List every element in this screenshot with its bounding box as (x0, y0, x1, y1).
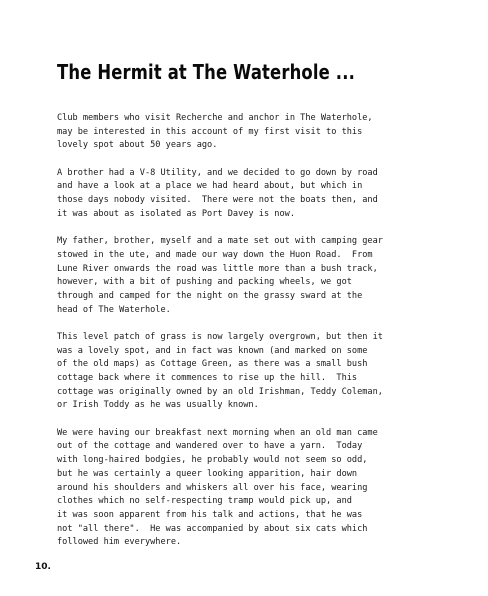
text-line: We were having our breakfast next morning when an old man came (57, 427, 378, 438)
text-line: it was about as isolated as Port Davey is now. (57, 208, 295, 219)
paragraph-4 (57, 331, 477, 413)
text-line: followed him everywhere. (57, 537, 182, 548)
text-line: or Irish Toddy as he was usually known. (57, 400, 259, 411)
text-line: with long-haired bodgies, he probably would not seem so odd, (57, 455, 368, 466)
paragraph-5 (57, 427, 477, 550)
text-line: it was soon apparent from his talk and actions, that he was (57, 509, 363, 520)
text-line: not "all there". He was accompanied by about six cats which (57, 523, 368, 534)
text-line: My father, brother, myself and a mate set out with camping gear (57, 236, 383, 247)
text-line: through and camped for the night on the grassy sward at the (57, 290, 363, 301)
text-line: This level patch of grass is now largely overgrown, but then it (57, 331, 383, 342)
text-line: out of the cottage and wandered over to have a yarn. Today (57, 441, 363, 452)
text-line: clothes which no self-respecting tramp would pick up, and (57, 496, 352, 507)
text-line: A brother had a V-8 Utility, and we decided to go down by road (57, 167, 378, 178)
text-line: those days nobody visited. There were not the boats then, and (57, 195, 378, 206)
text-line: and have a look at a place we had heard about, but which in (57, 181, 363, 192)
text-line: however, with a bit of pushing and packing wheels, we got (57, 277, 352, 288)
paragraph-2 (57, 167, 477, 222)
text-line: was a lovely spot, and in fact was known (and marked on some (57, 345, 368, 356)
text-line: but he was certainly a queer looking apparition, hair down (57, 468, 358, 479)
text-line: around his shoulders and whiskers all over his face, wearing (57, 482, 368, 493)
text-line: head of The Waterhole. (57, 304, 171, 315)
text-line: cottage back where it commences to rise up the hill. This (57, 373, 358, 384)
page-number: 10. (35, 562, 51, 572)
article-title: The Hermit at The Waterhole ... (57, 60, 356, 84)
text-line: lovely spot about 50 years ago. (57, 140, 218, 151)
article-body (57, 112, 477, 564)
text-line: Lune River onwards the road was little more than a bush track, (57, 263, 378, 274)
paragraph-1 (57, 112, 477, 153)
text-line: may be interested in this account of my first visit to this (57, 126, 363, 137)
text-line: cottage was originally owned by an old Irishman, Teddy Coleman, (57, 386, 383, 397)
text-line: of the old maps) as Cottage Green, as there was a small bush (57, 359, 368, 370)
text-line: stowed in the ute, and made our way down the Huon Road. From (57, 249, 373, 260)
text-line: Club members who visit Recherche and anchor in The Waterhole, (57, 113, 373, 123)
paragraph-3 (57, 235, 477, 317)
